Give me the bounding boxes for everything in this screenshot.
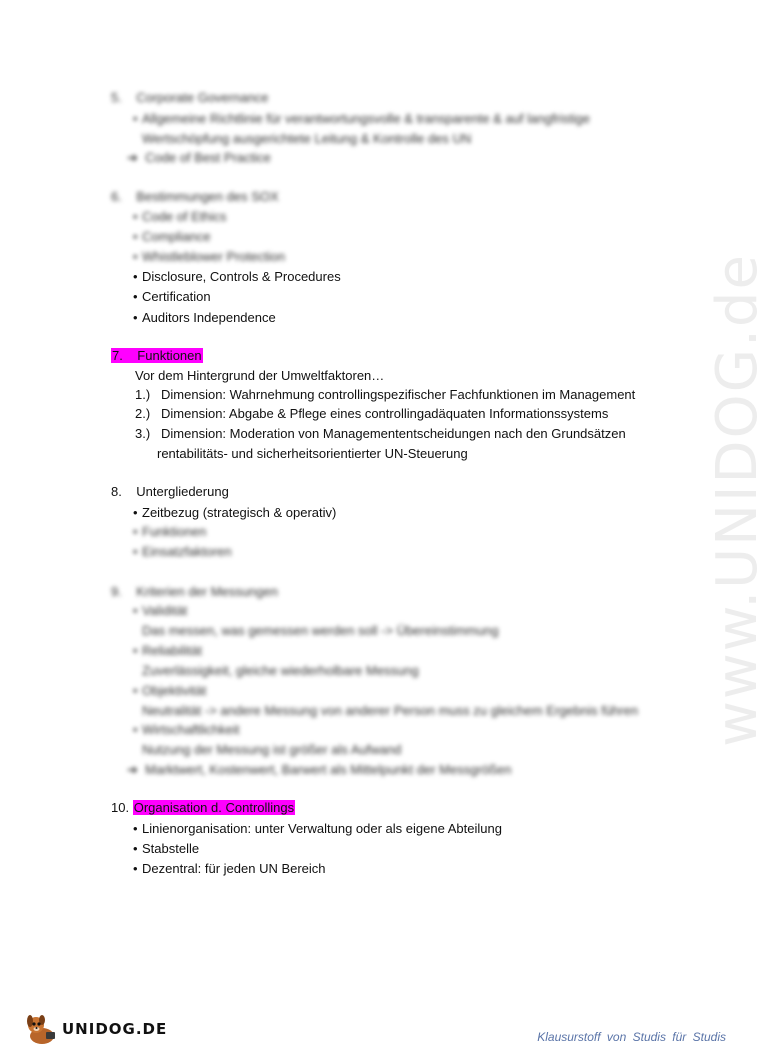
item-text: Dimension: Abgabe & Pflege eines controllingadäquaten Informationssystems [161, 406, 609, 421]
item-number: 1.) [135, 387, 151, 402]
item-text: Einsatzfaktoren [142, 544, 232, 559]
bullet-icon: • [133, 111, 138, 126]
bullet-icon: • [133, 229, 138, 244]
item-number: 3.) [135, 426, 151, 441]
bullet-icon: • [133, 821, 138, 836]
item-text: Dezentral: für jeden UN Bereich [142, 861, 326, 876]
section-title: Bestimmungen des SOX [136, 189, 279, 204]
bullet-icon: • [133, 505, 138, 520]
section-10-heading [111, 799, 295, 816]
item-text: Dimension: Moderation von Managemententscheidungen nach den Grundsätzen [161, 426, 626, 441]
bullet-icon: • [133, 861, 138, 876]
section-number: 7. [112, 348, 123, 363]
list-item [133, 602, 187, 619]
bullet-icon: • [133, 524, 138, 539]
section-title: Kriterien der Messungen [136, 584, 278, 599]
numbered-item [135, 405, 608, 422]
item-description: Nutzung der Messung ist größer als Aufwand [142, 742, 402, 757]
bullet-icon: • [133, 683, 138, 698]
bullet-icon: • [133, 603, 138, 618]
bullet-icon: • [133, 249, 138, 264]
section-6-heading [111, 188, 279, 205]
list-item [133, 860, 326, 877]
section-intro: Vor dem Hintergrund der Umweltfaktoren… [135, 368, 385, 383]
bullet-icon: • [133, 289, 138, 304]
item-description: Zuverlässigkeit, gleiche wiederholbare Messung [142, 663, 419, 678]
item-text: Auditors Independence [142, 310, 276, 325]
item-text: Compliance [142, 229, 211, 244]
numbered-item [135, 386, 635, 403]
bullet-icon: • [133, 209, 138, 224]
bullet-icon: • [133, 269, 138, 284]
highlighted-heading [111, 348, 203, 363]
bullet-icon: • [133, 310, 138, 325]
section-title: Corporate Governance [136, 90, 269, 105]
arrow-item [127, 149, 271, 166]
item-text: Reliabilität [142, 643, 202, 658]
section-7-heading [111, 347, 203, 364]
numbered-item-continued: rentabilitäts- und sicherheitsorientierter UN-Steuerung [157, 446, 468, 461]
arrow-right-icon: ➔ [127, 150, 138, 165]
list-item [133, 248, 285, 265]
list-item [133, 721, 240, 738]
section-5-heading [111, 89, 269, 106]
bullet-icon: • [133, 841, 138, 856]
numbered-item [135, 425, 626, 442]
list-item [133, 682, 206, 699]
list-item [133, 504, 336, 521]
section-9-heading [111, 583, 278, 600]
bullet-icon: • [133, 722, 138, 737]
item-number: 2.) [135, 406, 151, 421]
list-item [133, 268, 341, 285]
list-item-continued: Wertschöpfung ausgerichtete Leitung & Kontrolle des UN [142, 131, 472, 146]
item-description: Neutralität -> andere Messung von anderer Person muss zu gleichem Ergebnis führen [142, 703, 639, 718]
list-item [133, 288, 211, 305]
item-text: Allgemeine Richtlinie für verantwortungsvolle & transparente & auf langfristige [142, 111, 591, 126]
item-text: Certification [142, 289, 211, 304]
list-item [133, 840, 199, 857]
footer-tagline: Klausurstoff von Studis für Studis [537, 1030, 726, 1044]
item-text: Disclosure, Controls & Procedures [142, 269, 341, 284]
item-text: Validität [142, 603, 188, 618]
section-number: 10. [111, 800, 130, 815]
item-text: Code of Best Practice [145, 150, 271, 165]
section-number: 8. [111, 484, 122, 499]
unidog-logo[interactable] [24, 1012, 167, 1046]
list-item [133, 309, 276, 326]
list-item [133, 110, 590, 127]
section-8-heading [111, 483, 229, 500]
watermark: www.UNIDOG.de [705, 253, 770, 747]
arrow-right-icon: ➔ [127, 762, 138, 777]
item-text: Wirtschaftlichkeit [142, 722, 240, 737]
item-text: Dimension: Wahrnehmung controllingspezifischer Fachfunktionen im Management [161, 387, 636, 402]
bullet-icon: • [133, 643, 138, 658]
bullet-icon: • [133, 544, 138, 559]
list-item [133, 208, 227, 225]
list-item [133, 523, 206, 540]
item-description: Das messen, was gemessen werden soll -> Übereinstimmung [142, 623, 499, 638]
item-text: Whistleblower Protection [142, 249, 286, 264]
list-item [133, 820, 502, 837]
section-number: 5. [111, 90, 122, 105]
dog-mascot-icon [24, 1012, 58, 1046]
section-title: Untergliederung [136, 484, 229, 499]
arrow-item [127, 761, 511, 778]
list-item [133, 642, 202, 659]
section-number: 6. [111, 189, 122, 204]
item-text: Stabstelle [142, 841, 200, 856]
highlighted-heading: Organisation d. Controllings [133, 800, 295, 815]
section-number: 9. [111, 584, 122, 599]
item-text: Linienorganisation: unter Verwaltung oder als eigene Abteilung [142, 821, 502, 836]
list-item [133, 543, 232, 560]
list-item [133, 228, 211, 245]
item-text: Objektivität [142, 683, 207, 698]
item-text: Funktionen [142, 524, 207, 539]
item-text: Marktwert, Kostenwert, Barwert als Mittelpunkt der Messgrößen [145, 762, 512, 777]
item-text: Code of Ethics [142, 209, 227, 224]
section-title: Funktionen [137, 348, 202, 363]
logo-text: UNIDOG.DE [62, 1020, 168, 1038]
item-text: Zeitbezug (strategisch & operativ) [142, 505, 337, 520]
